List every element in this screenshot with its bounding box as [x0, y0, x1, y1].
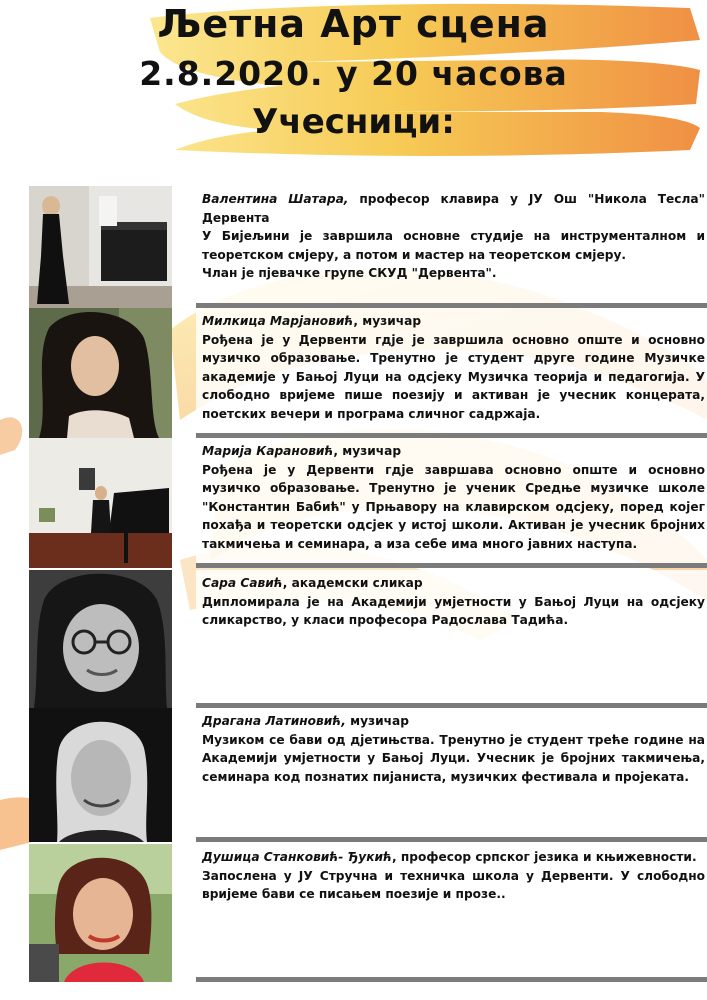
participant-photo	[29, 308, 172, 438]
participant-photo	[29, 570, 172, 708]
participant-photo	[29, 844, 172, 982]
participant-name: Милкица Марјановић	[202, 314, 354, 328]
participant-photo	[29, 708, 172, 842]
participant-card	[196, 186, 707, 308]
participant-bio: Рођена је у Дервенти гдје је завршила основно опште и основно музичко образовање. Тренутно је студент друге године Музичке академије у Бањој Луци на одсјеку Музичка теорија и педагогија. У слободно вријеме пише поезију и активан је учесник концерата, поетских вечери и програма сличног садржаја.	[202, 332, 705, 421]
participant-role: професор клавира у ЈУ Ош "Никола Тесла" Дервента	[202, 192, 706, 225]
participant-card	[196, 570, 707, 708]
participant-role: , музичар	[353, 314, 422, 328]
participant-role: , професор српског језика и књижевности.	[392, 850, 697, 864]
participant-name: Валентина Шатара,	[202, 192, 349, 206]
participant-photo	[29, 186, 172, 308]
participant-role: , академски сликар	[282, 576, 423, 590]
participants-heading: Учесници:	[252, 102, 455, 142]
participant-photo	[29, 438, 172, 568]
event-title: Љетна Арт сцена	[157, 2, 550, 46]
participant-card	[196, 308, 707, 438]
participant-bio: Дипломирала је на Академији умјетности у Бањој Луци на одсјеку сликарство, у класи професора Радослава Тадића.	[202, 594, 705, 627]
participant-bio: Музиком се бави од дјетињства. Тренутно је студент треће године на Академији умјетности у Бањој Луци. Учесник је бројних такмичења, семинара код познатих пијаниста, музичких фестивала и пројеката.	[202, 732, 705, 784]
participant-bio: Запослена у ЈУ Стручна и техничка школа у Дервенти. У слободно вријеме бави се писањем поезије и прозе..	[202, 868, 705, 901]
participant-card	[196, 844, 707, 982]
participant-card	[196, 708, 707, 842]
participant-role: , музичар	[333, 444, 402, 458]
participant-extra: Члан је пјевачке групе СКУД "Дервента".	[202, 266, 497, 280]
participant-role: музичар	[345, 714, 409, 728]
header	[0, 0, 707, 150]
participant-name: Сара Савић	[202, 576, 283, 590]
participant-name: Душица Станковић- Ђукић	[202, 850, 392, 864]
participant-name: Драгана Латиновић,	[202, 714, 346, 728]
participant-bio: Рођена је у Дервенти гдје завршава основно опште и основно музичко образовање. Тренутно је ученик Средње музичке школе "Константин Бабић" у Прњавору на клавирском одсјеку, поред којег похађа и теоретски одсјек у истој школи. Активан је учесник бројних такмичења и семинара, а иза себе има много јавних наступа.	[202, 462, 705, 551]
participant-name: Марија Карановић	[202, 444, 334, 458]
participant-card	[196, 438, 707, 568]
participant-bio: У Бијељини је завршила основне студије на инструменталном и теоретском смјеру, а потом и мастер на теоретском смјеру.	[202, 229, 705, 262]
event-datetime: 2.8.2020. у 20 часова	[139, 54, 568, 93]
